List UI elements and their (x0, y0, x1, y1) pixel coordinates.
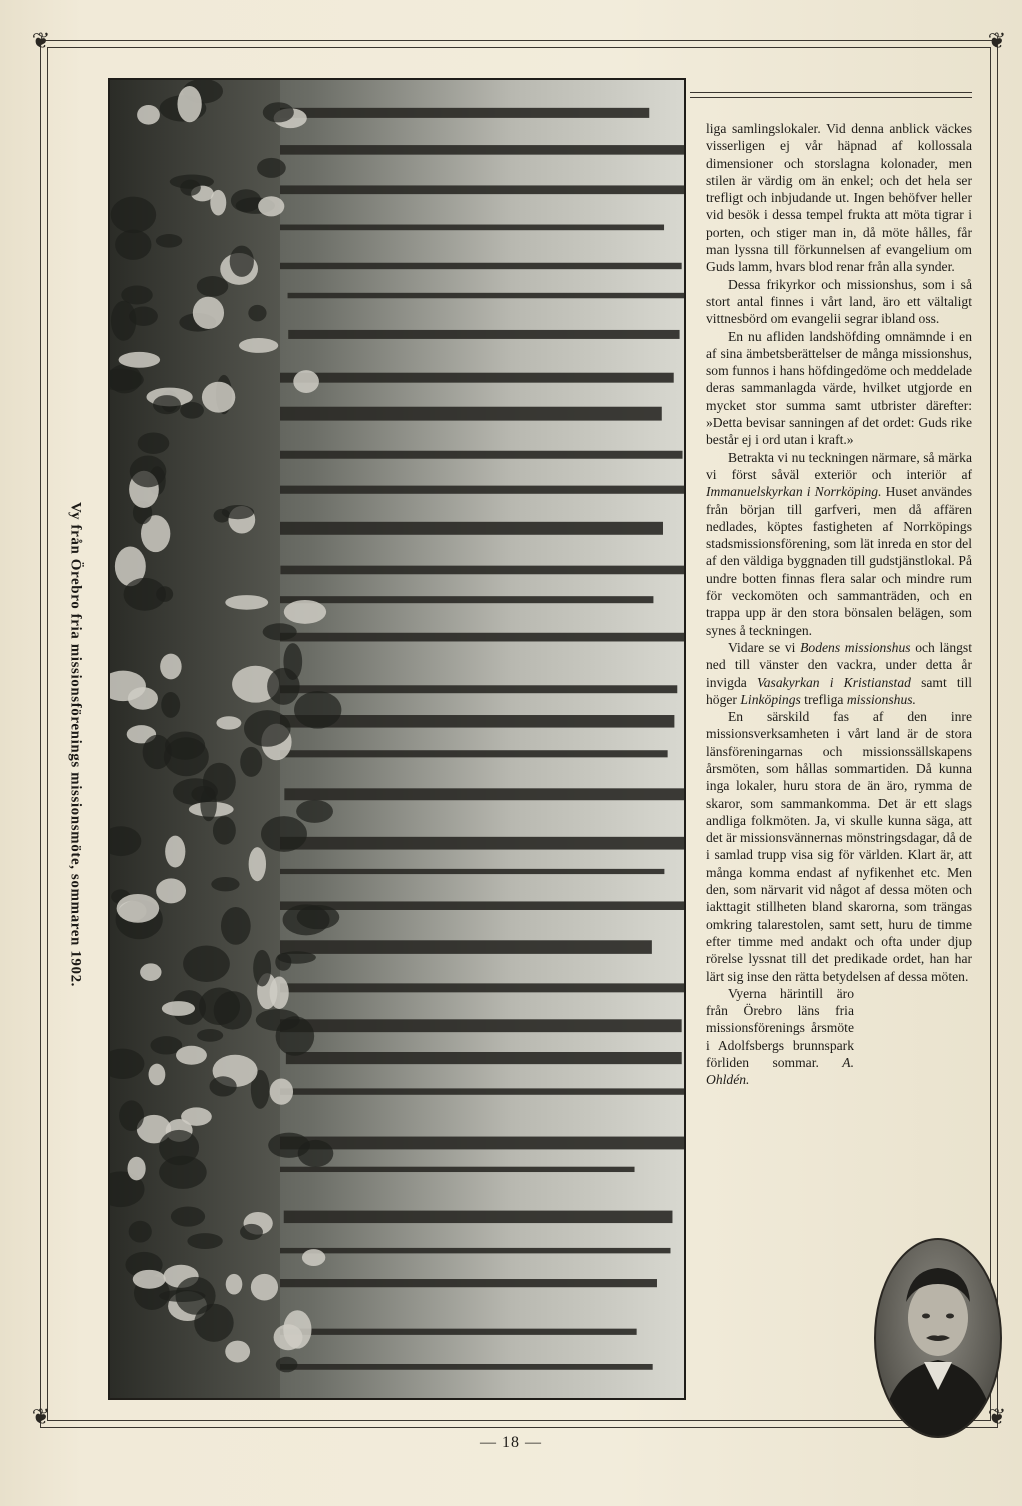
crowd-figure (156, 878, 186, 903)
crowd-figure (263, 623, 297, 640)
tree-trunk (286, 1052, 682, 1064)
crowd-figure (137, 105, 160, 125)
crowd-figure (130, 456, 167, 488)
crowd-figure (293, 370, 319, 393)
paragraph (706, 985, 854, 1089)
crowd-figure (276, 1016, 315, 1055)
crowd-figure (222, 505, 254, 519)
crowd-figure (230, 246, 254, 277)
crowd-figure (221, 907, 251, 945)
crowd-figure (249, 847, 266, 881)
crowd-figure (129, 306, 158, 326)
crowd-figure (161, 692, 180, 718)
paragraph: En nu afliden landshöfding omnämnde i en af sina ämbetsberättelser de många missionshus, som funnos i hans höfdingedöme och meddelade deras sammanlagda värde, hvilket utgjorde en mycket stor summa samt utbrister därefter: »Detta bevisar sanningen af det ordet: Guds rike består ej i ord utan i kraft.» (706, 328, 972, 448)
crowd-figure (251, 1274, 278, 1301)
crowd-figure (270, 1079, 293, 1105)
crowd-figure (214, 991, 252, 1030)
crowd-figure (124, 578, 166, 611)
crowd-figure (283, 904, 330, 935)
crowd-figure (149, 1064, 166, 1086)
crowd-figure (119, 352, 161, 368)
italic-place-name: Immanuelskyrkan i Norrköping. (706, 484, 882, 500)
crowd-figure (276, 1357, 298, 1372)
tree-trunk (288, 293, 684, 298)
photo-caption-wrap (55, 85, 95, 1405)
paragraph: Dessa frikyrkor och missionshus, som i så stort antal finnes i vårt land, äro ett vältaligt vittnesbörd om evangelii segrar ibland oss. (706, 276, 972, 327)
tree-trunk (269, 522, 663, 535)
crowd-figure (194, 1304, 233, 1342)
crowd-figure (159, 1290, 205, 1302)
crowd-figure (115, 230, 151, 260)
tree-trunk (256, 451, 682, 459)
article-column (706, 120, 972, 1089)
corner-ornament-icon: ❦ (987, 1404, 1007, 1429)
crowd-figure (187, 1233, 222, 1249)
tree-trunk (250, 940, 652, 954)
tree-trunk (278, 1088, 684, 1094)
tree-trunk (280, 837, 684, 850)
paragraph: En särskild fas af den inre missionsverksamheten i vårt land är de stora länsföreningarnas och missionssällskapens årsmöten, som hållas sommartiden. Då kunna inga lokaler, huru stora de än äro, rymma de skaror, som sammankomma. Det är ett slags andliga folkmöten. Ja, vi skulle kunna säga, att det är missionsvännernas mönstringsdagar, då de i samlad trupp visa sig för världen. Klart är, att många komma endast af nyfikenhet etc. Men den, som närvarit vid något af dessa möten och iakttagit stillheten bland skarorna, som trängas omkring talarestolen, samt sett, huru de timme efter timme med andakt och ofta under djup rörelse lyssnat till det predikade ordet, han har lärt sig inse den rätta betydelsen af dessa möten. (706, 709, 972, 984)
crowd-figure (216, 716, 241, 729)
crowd-figure (177, 86, 201, 122)
portrait-illustration (876, 1240, 1000, 1436)
crowd-figure (181, 1107, 212, 1125)
paragraph-text: Betrakta vi nu teckningen närmare, så märka vi först såväl exteriör och interiör af (706, 449, 972, 482)
paragraph-text: och längst ned till vänster den vackra, under detta år invigda (706, 639, 972, 690)
crowd-figure (275, 953, 291, 971)
crowd-figure (226, 1274, 243, 1295)
crowd-figure (165, 836, 185, 868)
crowd-figure (197, 1029, 223, 1042)
tree-trunk (288, 330, 679, 339)
crowd-figure (225, 595, 268, 610)
photo-caption: Vy från Örebro fria missionsförenings missionsmöte, sommaren 1902. (67, 502, 84, 988)
column-top-rule (690, 92, 972, 98)
paragraph-text: Vyerna härintill äro från Örebro läns fria missionsförenings årsmöte i Adolfsbergs brunnspark förliden sommar. (706, 985, 854, 1071)
crowd-figure (164, 737, 209, 776)
crowd-figure (263, 102, 294, 122)
paragraph-text: Huset användes från början till garfveri, men då affären nedlades, köptes fastigheten af Norrköpings stadsmissionsförening, som lät inreda en stor del af den väldiga byggnaden till gudstjänstlokal. På undre botten finnas flera salar och mindre rum för veckomöten och sammanträden, och en trappa upp är den stora bönsalen belägen, som synes å teckningen. (706, 484, 972, 638)
crowd-figure (274, 1324, 303, 1350)
paragraph (706, 639, 972, 708)
tree-trunk (254, 983, 684, 992)
crowd-figure (180, 402, 204, 419)
tree-trunk (253, 486, 684, 494)
crowd-figure (111, 197, 156, 233)
tree-trunk (280, 566, 684, 575)
crowd-figure (296, 800, 333, 823)
crowd-figure (209, 1076, 236, 1096)
crowd-figure (162, 1001, 195, 1016)
crowd-figure (284, 600, 326, 624)
tree-trunk (284, 1211, 673, 1223)
tree-trunk (266, 1364, 653, 1370)
paragraph: liga samlingslokaler. Vid denna anblick väckes visserligen ej vår häpnad af kollossala dimensioner och storslagna kolonader, men stilen är värdig om än enkel; och det hela ser trefligt och inbjudande ut. Ingen behöfver heller vid besök i dessa tempel frukta att möta tigrar i porten, och stiger man in, då möte hålles, får man lyssna till förkunnelsen af evangelium om Guds lamm, hvars blod renar från alla synder. (706, 121, 972, 275)
crowd-figure (176, 1046, 207, 1065)
tree-trunk (268, 407, 662, 421)
photo-illustration (110, 80, 684, 1398)
crowd-figure (240, 747, 262, 777)
tree-trunk (261, 185, 684, 194)
crowd-figure (239, 338, 278, 353)
corner-ornament-icon: ❦ (987, 28, 1007, 53)
crowd-figure (240, 1224, 263, 1240)
tree-trunk (270, 225, 664, 231)
crowd-figure (302, 1249, 325, 1266)
crowd-figure (138, 432, 170, 454)
crowd-figure (127, 1157, 145, 1181)
crowd-figure (294, 691, 341, 729)
crowd-figure (117, 894, 160, 923)
tree-trunk (255, 108, 650, 118)
italic-place-name: Bodens missionshus (800, 639, 911, 655)
crowd-figure (133, 1270, 166, 1289)
corner-ornament-icon: ❦ (31, 1404, 51, 1429)
italic-place-name: missionshus. (846, 691, 916, 707)
crowd-figure (202, 382, 235, 413)
tree-trunk (253, 145, 684, 155)
tree-trunk (259, 1279, 657, 1287)
crowd-figure (197, 276, 228, 297)
corner-ornament-icon: ❦ (31, 28, 51, 53)
crowd-figure (119, 1100, 144, 1131)
page-number: — 18 — (480, 1434, 542, 1451)
forest-crowd-photo (108, 78, 686, 1400)
tree-trunk (268, 596, 653, 603)
crowd-figure (261, 816, 307, 852)
crowd-figure (225, 1341, 250, 1363)
crowd-figure (213, 816, 236, 844)
tree-trunk (277, 901, 684, 910)
crowd-figure (153, 395, 181, 414)
paragraph (706, 449, 972, 639)
crowd-figure (183, 946, 230, 982)
crowd-figure (253, 950, 271, 987)
paragraph-text: trefliga (800, 691, 847, 707)
author-portrait (874, 1238, 1002, 1438)
tree-trunk (253, 1167, 634, 1172)
crowd-figure (210, 190, 226, 216)
crowd-figure (159, 1130, 199, 1165)
tree-trunk (280, 750, 668, 757)
tree-trunk (257, 1329, 637, 1335)
crowd-figure (191, 786, 215, 802)
crowd-figure (171, 1206, 205, 1226)
tree-trunk (284, 788, 684, 800)
paragraph-text: samt till höger (706, 674, 972, 707)
crowd-figure (268, 1133, 310, 1158)
crowd-figure (248, 305, 266, 322)
crowd-figure (257, 158, 286, 178)
tree-trunk (277, 633, 684, 642)
tree-trunk (277, 373, 674, 383)
author-signature: A. Ohldén. (706, 1055, 854, 1088)
tree-trunk (272, 263, 681, 269)
crowd-figure (244, 710, 291, 747)
crowd-figure (211, 877, 239, 891)
paragraph-text: Vidare se vi (728, 639, 801, 655)
crowd-figure (258, 196, 284, 216)
crowd-figure (156, 234, 182, 248)
crowd-figure (267, 668, 300, 705)
tree-trunk (263, 869, 664, 874)
tree-trunk (273, 1019, 681, 1032)
crowd-figure (129, 1221, 152, 1243)
crowd-figure (180, 180, 201, 196)
italic-place-name: Vasakyrkan i Kristianstad (756, 674, 911, 690)
crowd-figure (160, 654, 182, 680)
crowd-figure (193, 297, 224, 329)
italic-place-name: Linköpings (740, 691, 801, 707)
crowd-figure (140, 963, 161, 981)
tree-trunk (268, 685, 678, 693)
